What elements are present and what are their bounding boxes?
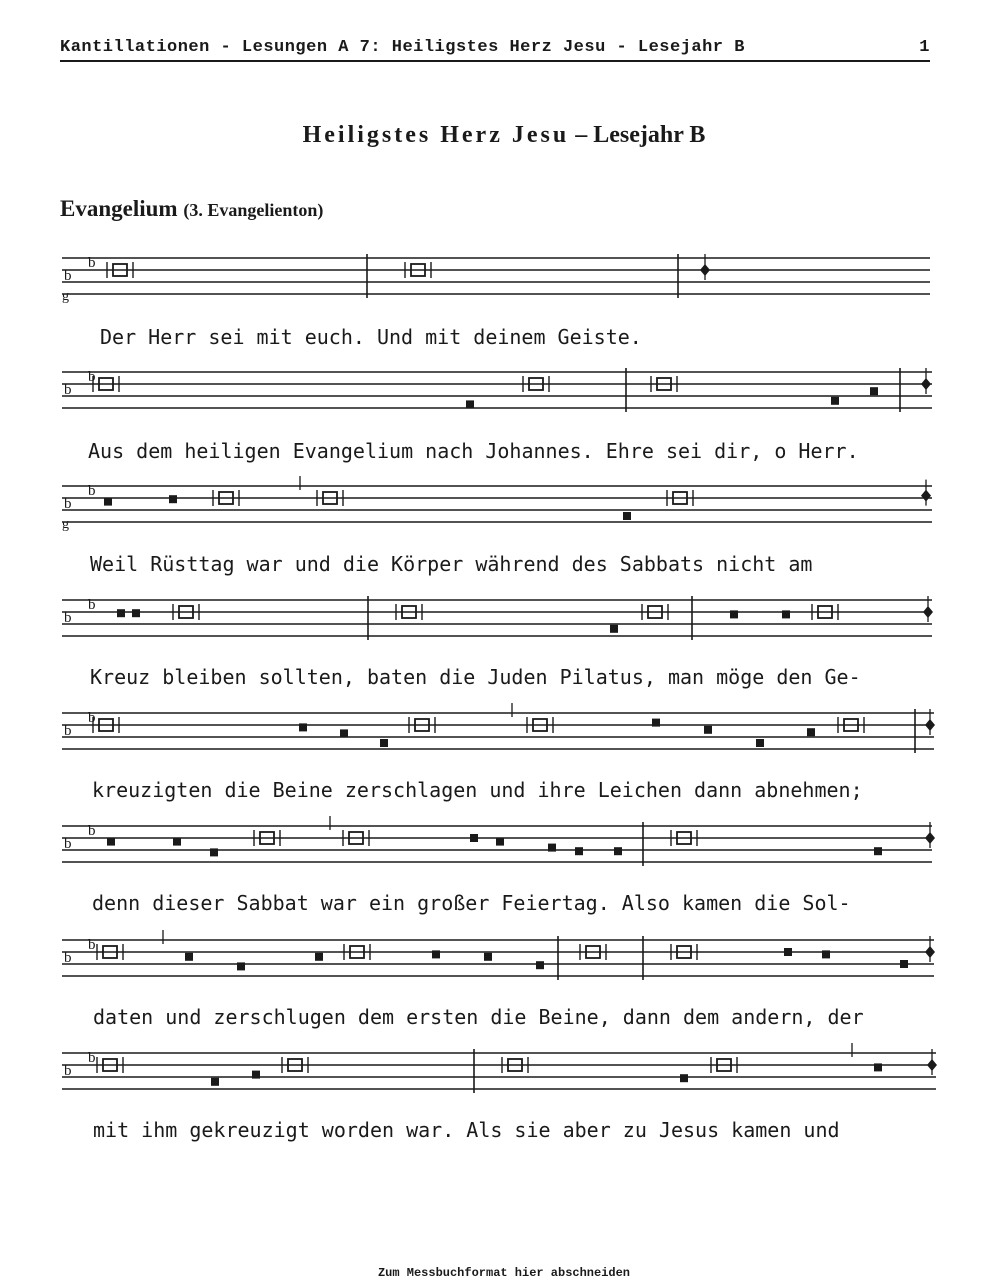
staff-6-flat-clef-top: b	[88, 823, 96, 839]
title-main: Heiligstes Herz Jesu	[302, 122, 570, 148]
staff-3-flat-clef-top: b	[88, 483, 96, 499]
lyric-line-1: Der Herr sei mit euch. Und mit deinem Geiste.	[100, 325, 642, 349]
staff-8-flat-clef-bottom: b	[64, 1063, 72, 1079]
cut-note: Zum Messbuchformat hier abschneiden	[377, 1266, 631, 1280]
staff-1-flat-clef-top: b	[88, 255, 96, 271]
staff-5-punctum-3	[340, 729, 348, 737]
staff-3-punctum-6	[623, 512, 631, 520]
staff-1-flat-clef-bottom: b	[64, 268, 72, 284]
staff-4-flat-clef-bottom: b	[64, 610, 72, 626]
staff-6-punctum-13	[874, 847, 882, 855]
staff-4-flat-clef-top: b	[88, 597, 96, 613]
staff-3-punctum-1	[104, 498, 112, 506]
staff-5-punctum-11	[807, 728, 815, 736]
staff-4-punctum-2	[132, 609, 140, 617]
staff-7-punctum-4	[237, 962, 245, 970]
staff-5-flat-clef-top: b	[88, 710, 96, 726]
staff-7-punctum-9	[536, 961, 544, 969]
staff-5-flat-clef-bottom: b	[64, 723, 72, 739]
staff-7-flat-clef-bottom: b	[64, 950, 72, 966]
staff-8-flat-clef-top: b	[88, 1050, 96, 1066]
staff-6-punctum-7	[470, 834, 478, 842]
lyric-line-8: mit ihm gekreuzigt worden war. Als sie aber zu Jesus kamen und	[93, 1118, 840, 1142]
staff-3-g-clef: g	[62, 517, 69, 532]
staff-3-flat-clef-bottom: b	[64, 496, 72, 512]
staff-1-g-clef: g	[62, 289, 69, 304]
staff-8-punctum-6	[680, 1074, 688, 1082]
staff-5-punctum-10	[756, 739, 764, 747]
staff-7-punctum-14	[900, 960, 908, 968]
staff-6-punctum-1	[107, 838, 115, 846]
title-suffix: Lesejahr B	[593, 122, 706, 148]
staff-2-flat-clef-bottom: b	[64, 382, 72, 398]
staff-5-punctum-4	[380, 739, 388, 747]
staff-7-punctum-3	[185, 953, 193, 961]
staff-8-punctum-2	[211, 1078, 219, 1086]
staff-4-punctum-7	[730, 610, 738, 618]
staff-4-punctum-1	[117, 609, 125, 617]
staff-7-punctum-7	[432, 950, 440, 958]
lyric-line-4: Kreuz bleiben sollten, baten die Juden Pilatus, man möge den Ge-	[90, 665, 861, 689]
running-title: Kantillationen - Lesungen A 7: Heiligstes Herz Jesu - Lesejahr B	[60, 38, 745, 57]
staff-4-punctum-8	[782, 610, 790, 618]
staff-6-punctum-11	[614, 847, 622, 855]
staff-7-punctum-8	[484, 953, 492, 961]
staff-3-punctum-2	[169, 495, 177, 503]
staff-7-punctum-12	[784, 948, 792, 956]
staff-8-punctum-3	[252, 1071, 260, 1079]
staff-6-punctum-2	[173, 838, 181, 846]
staff-5-punctum-8	[652, 719, 660, 727]
lyric-line-7: daten und zerschlugen dem ersten die Beine, dann dem andern, der	[93, 1005, 864, 1029]
staff-5-punctum-9	[704, 726, 712, 734]
staff-4-punctum-5	[610, 625, 618, 633]
lyric-line-5: kreuzigten die Beine zerschlagen und ihre Leichen dann abnehmen;	[92, 778, 863, 802]
staff-6-punctum-9	[548, 844, 556, 852]
staff-6-punctum-3	[210, 848, 218, 856]
staff-8-punctum-9	[874, 1063, 882, 1071]
title-dash: –	[575, 122, 594, 148]
page-number: 1	[919, 38, 930, 57]
lyric-line-6: denn dieser Sabbat war ein großer Feiertag. Also kamen die Sol-	[92, 891, 851, 915]
section-tone: (3. Evangelienton)	[183, 200, 324, 220]
staff-2-punctum-5	[831, 397, 839, 405]
staff-6-punctum-8	[496, 838, 504, 846]
staff-6-punctum-10	[575, 847, 583, 855]
staff-7-punctum-5	[315, 953, 323, 961]
lyric-line-2: Aus dem heiligen Evangelium nach Johannes. Ehre sei dir, o Herr.	[88, 439, 859, 463]
staff-2-punctum-6	[870, 387, 878, 395]
staff-6-flat-clef-bottom: b	[64, 836, 72, 852]
staff-5-punctum-2	[299, 723, 307, 731]
staff-2-punctum-2	[466, 400, 474, 408]
staff-7-punctum-13	[822, 950, 830, 958]
section-title: Evangelium	[60, 196, 178, 221]
staff-7-flat-clef-top: b	[88, 937, 96, 953]
lyric-line-3: Weil Rüsttag war und die Körper während des Sabbats nicht am	[90, 552, 813, 576]
staff-2-flat-clef-top: b	[88, 369, 96, 385]
